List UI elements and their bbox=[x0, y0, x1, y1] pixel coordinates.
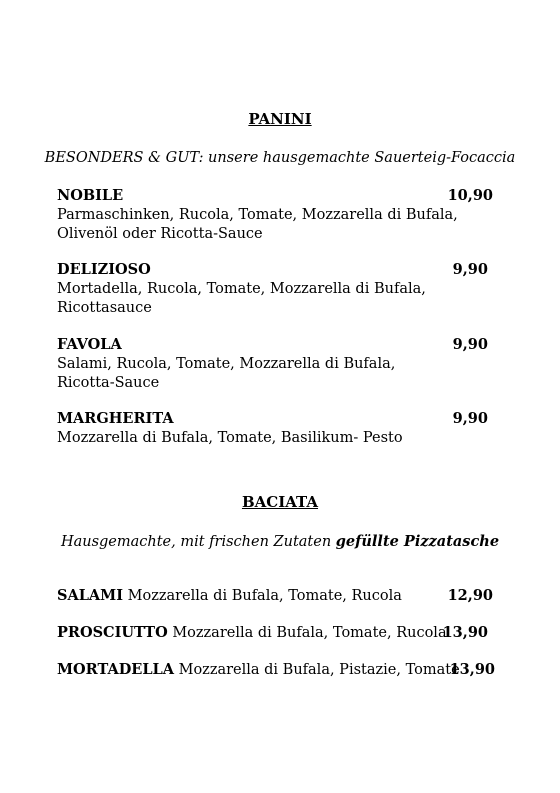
section-title-panini: PANINI bbox=[248, 110, 312, 128]
menu-item-description: Salami, Rucola, Tomate, Mozzarella di Bufala, bbox=[57, 356, 396, 372]
menu-item-name: NOBILE bbox=[57, 187, 124, 204]
menu-item-price: 13,90 bbox=[442, 624, 488, 641]
baciata-subtitle-italic: Hausgemachte, mit frischen Zutaten bbox=[60, 534, 336, 550]
menu-item-description: Mozzarella di Bufala, Tomate, Basilikum- Pesto bbox=[57, 430, 403, 446]
menu-item-name: MARGHERITA bbox=[57, 410, 174, 427]
menu-item-price: 10,90 bbox=[447, 187, 493, 204]
menu-item-description: Olivenöl oder Ricotta-Sauce bbox=[57, 226, 263, 242]
menu-item-price: 9,90 bbox=[452, 261, 488, 278]
menu-item-description: Mozzarella di Bufala, Tomate, Rucola bbox=[167, 625, 447, 641]
menu-item-name: MORTADELLA bbox=[57, 661, 174, 678]
menu-item-name: SALAMI bbox=[57, 587, 124, 604]
menu-item-description: Ricottasauce bbox=[57, 300, 152, 316]
menu-item-name: DELIZIOSO bbox=[57, 261, 151, 278]
menu-item-description: Mozzarella di Bufala, Tomate, Rucola bbox=[123, 588, 402, 604]
menu-item-name: FAVOLA bbox=[57, 336, 122, 353]
menu-item-description: Ricotta-Sauce bbox=[57, 375, 160, 391]
menu-item-description: Mortadella, Rucola, Tomate, Mozzarella di Bufala, bbox=[57, 281, 426, 297]
baciata-subtitle bbox=[0, 533, 560, 550]
menu-item-name: PROSCIUTTO bbox=[57, 624, 168, 641]
menu-item-row bbox=[57, 587, 402, 604]
section-title-baciata: BACIATA bbox=[241, 493, 319, 511]
menu-item-row bbox=[57, 661, 460, 678]
menu-item-description: Parmaschinken, Rucola, Tomate, Mozzarella di Bufala, bbox=[57, 207, 458, 223]
menu-item-price: 9,90 bbox=[452, 410, 488, 427]
panini-subtitle: BESONDERS & GUT: unsere hausgemachte Sauerteig-Focaccia bbox=[44, 150, 516, 166]
menu-item-row bbox=[57, 624, 447, 641]
menu-item-description: Mozzarella di Bufala, Pistazie, Tomate bbox=[174, 662, 460, 678]
menu-item-price: 13,90 bbox=[449, 661, 495, 678]
menu-item-price: 9,90 bbox=[452, 336, 488, 353]
menu-item-price: 12,90 bbox=[447, 587, 493, 604]
baciata-subtitle-bold: gefüllte Pizzatasche bbox=[335, 533, 500, 550]
